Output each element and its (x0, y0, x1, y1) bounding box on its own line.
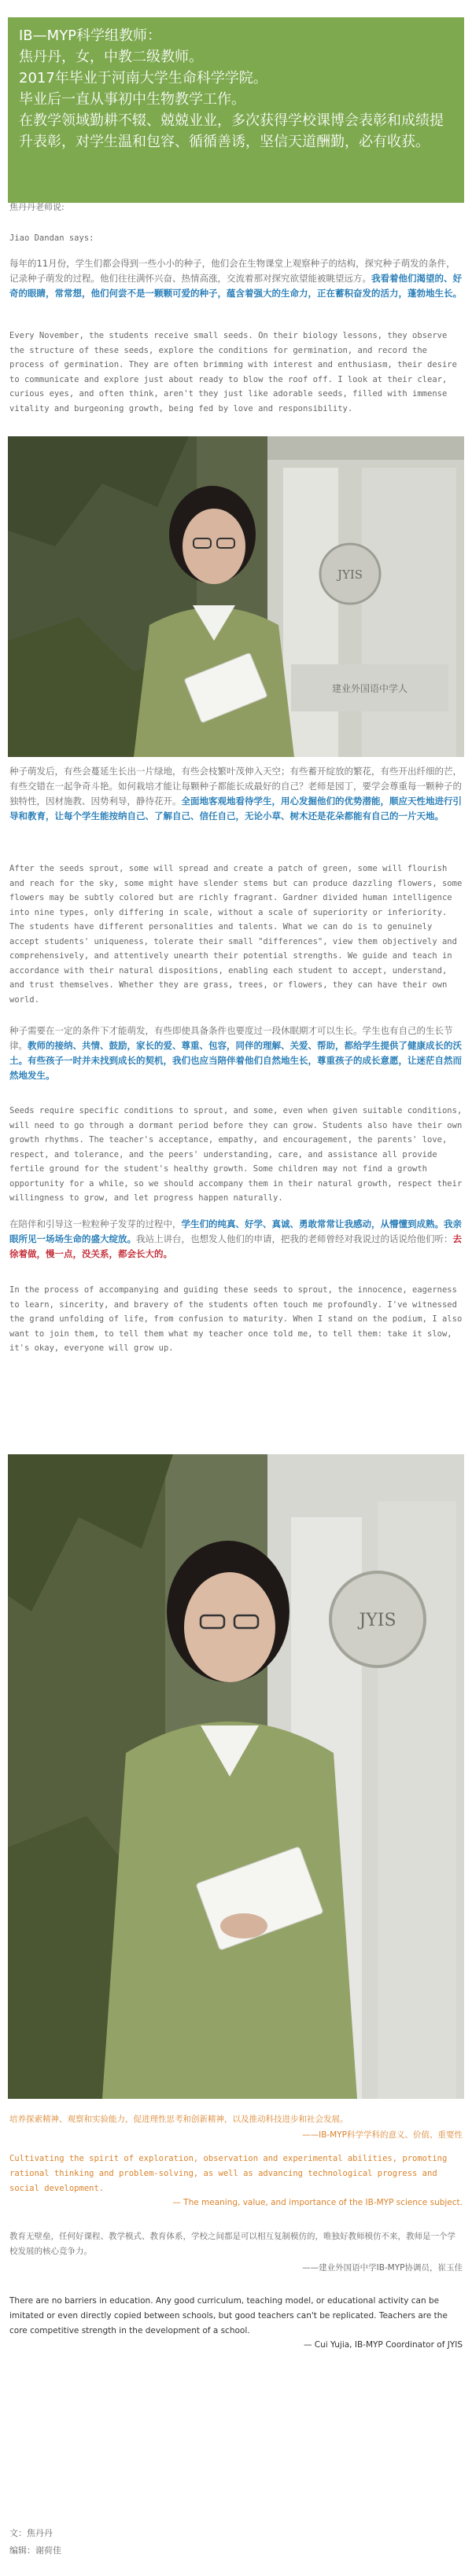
paragraph-3-highlight: 教师的接纳、共情、鼓励，家长的爱、尊重、包容，同伴的理解、关爱、帮助，都给学生提供了健康成长的沃土。 (9, 1040, 462, 1066)
paragraph-4-text-2: 我站上讲台，也想发人他们的申请，把我的老师曾经对我说过的话说给他们听： (136, 1233, 453, 1244)
quote-1-source: ——IB-MYP科学学科的意义、价值、重要性 (302, 2130, 463, 2140)
paragraph-4-en: In the process of accompanying and guiding these seeds to sprout, the innocence, eagerness to learn, sincerity, and bravery of the students often touch me profoundly. I've witnessed the grand unfolding of life, from confusion to maturity. When I stand on the podium, I also want to join them, to tell them what my teacher once told me, to tell them: take it slow, it's okay, everyone will grow up. (9, 1285, 463, 1353)
quote-2-en-source: — Cui Yujia, IB-MYP Coordinator of JYIS (303, 2340, 463, 2350)
intro-line-career: 毕业后一直从事初中生物教学工作。 (19, 91, 245, 108)
quote-1-en-source: — The meaning, value, and importance of the IB-MYP science subject. (172, 2198, 463, 2207)
teacher-photo-2 (8, 1454, 464, 2099)
paragraph-2-highlight: 全面地客观地看待学生，用心发掘他们的优势潜能，顺应天性地进行引导和教育，让每个学生能按纳自己、了解自己、信任自己，无论小草、树木还是花朵都能有自己的一片天地。 (9, 796, 462, 821)
author-credit: 文：焦丹丹 (9, 2528, 53, 2538)
paragraph-4-red: 去徐着做，慢一点，没关系，都会长大的。 (9, 1233, 462, 1259)
quote-2-en: There are no barriers in education. Any good curriculum, teaching model, or educational activity can be imitated or even directly copied between schools, but good teachers can't be replicated. Teachers are the core competitive strength in the development of a school. (9, 2296, 448, 2335)
quote-1-en: Cultivating the spirit of exploration, observation and experimental abilities, promoting rational thinking and problem-solving, as well as advancing technological progress and social development. (9, 2154, 448, 2193)
comment-title: 焦丹丹老师说: (9, 202, 65, 212)
comment-title-en: Jiao Dandan says: (9, 233, 94, 243)
intro-line-achievements: 在教学领域勤耕不辍、兢兢业业，多次获得学校课博会表彰和成绩提升表彰，对学生温和包容、循循善诱，坚信天道酬勤，必有收获。 (19, 112, 444, 150)
paragraph-3-highlight-2: 有些孩子一时并未找到成长的契机，我们也应当陪伴着他们自然地生长，尊重孩子的成长意愿，让迷茫自然而然地发生。 (9, 1055, 462, 1081)
paragraph-1-cn (9, 256, 463, 301)
intro-line-graduation: 2017年毕业于河南大学生命科学学院。 (19, 70, 267, 86)
paragraph-2-en: After the seeds sprout, some will spread and create a patch of green, some will flourish and reach for the sky, some might have slender stems but can produce dazzling flowers, some flowers may be subtly colored but are richly fragrant. Gardner divided human intelligence into nine types, only differing in scale, without a scale of superiority or inferiority. The students have different personalities and talents. What we can do is to genuinely accept students' uniqueness, tolerate their small "differences", view them objectively and comprehensively, and attentively unearth their potential strengths. We guide and teach in accordance with their natural dispositions, enabling each student to accept, understand, and trust themselves. Whether they are grass, trees, or flowers, they can have their own world. (9, 864, 463, 1005)
intro-line-role: IB—MYP科学组教师： (19, 28, 162, 44)
school-banner-1: 建业外国语中学人 (331, 683, 408, 694)
paragraph-1-text: 每年的11月份，学生们都会得到一些小小的种子，他们会在生物课堂上观察种子的结构，探究种子萌发的条件，记录种子萌发的过程。他们往往满怀兴奋、热情高涨，交流着那对探究欲望能被眺望远方。 (9, 258, 455, 284)
paragraph-4-highlight: 学生们的纯真、好学、真诚、勇敢常常让我感动，从懵懂到成熟。我亲眼所见一场场生命的盛大绽放。 (9, 1218, 462, 1244)
paragraph-4-text: 在陪伴和引导这一粒粒种子发芽的过程中， (9, 1218, 182, 1229)
intro-line-name: 焦丹丹，女，中教二级教师。 (19, 49, 203, 65)
quote-2-source: ——建业外国语中学IB-MYP协调员，崔玉佳 (302, 2263, 463, 2273)
paragraph-3-text: 种子需要在一定的条件下才能萌发，有些即使具备条件也要度过一段休眠期才可以生长。学生也有自己的生长节律。 (9, 1025, 453, 1051)
teacher-photo-1-illustration (8, 436, 464, 757)
paragraph-4-cn (9, 1217, 463, 1262)
teacher-intro-box (8, 17, 464, 203)
teacher-photo-1 (8, 436, 464, 757)
quote-1-cn: 培养探索精神、观察和实验能力，促进理性思考和创新精神，以及推动科技进步和社会发展。 (9, 2115, 348, 2124)
school-sign-1: JYIS (337, 568, 363, 582)
editor-credit: 编辑：谢荷佳 (9, 2545, 61, 2556)
paragraph-1-highlight: 我看着他们渴望的、好奇的眼睛，常常想，他们何尝不是一颗颗可爱的种子，蕴含着强大的生命力，正在蓄积奋发的活力，蓬勃地生长。 (9, 273, 462, 299)
quote-2-cn: 教育无壁垒，任何好课程、教学模式、教育体系，学校之间都是可以相互复制模仿的，唯独好教师模仿不来，教师是一个学校发展的核心竞争力。 (9, 2232, 455, 2256)
school-sign-2: JYIS (359, 1611, 396, 1630)
paragraph-1-en: Every November, the students receive small seeds. On their biology lessons, they observe the structure of these seeds, explore the conditions for germination, and record the process of germination. They are often brimming with interest and enthusiasm, their desire to communicate and explore just about ready to blow the roof off. I look at their clear, curious eyes, and often think, aren't they just like adorable seeds, filled with immense vitality and burgeoning growth, being fed by love and responsibility. (9, 331, 457, 413)
paragraph-2-text: 种子萌发后，有些会蔓延生长出一片绿地，有些会枝繁叶茂伸入天空；有些蓄开绽放的繁花，有些开出纤细的芒，有些交错在一起争奇斗艳。如何栽培才能让每颗种子都能长成最好的自己？老师是园丁，要学会尊重每一颗种子的独特性，因材施教、因势利导，静待花开。 (9, 766, 462, 807)
teacher-photo-2-illustration (8, 1454, 464, 2099)
paragraph-3-en: Seeds require specific conditions to sprout, and some, even when given suitable conditions, will need to go through a dormant period before they can grow. Students also have their own growth rhythms. The teacher's acceptance, empathy, and encouragement, the parents' love, respect, and tolerance, and the peers' understanding, care, and assistance all provide fertile ground for the student's healthy growth. Some children may not find a growth opportunity for a while, so we should accompany them in their natural growth, respect their willingness to grow, and let progress happen naturally. (9, 1106, 463, 1203)
paragraph-2-cn (9, 764, 463, 824)
paragraph-3-cn (9, 1023, 463, 1083)
